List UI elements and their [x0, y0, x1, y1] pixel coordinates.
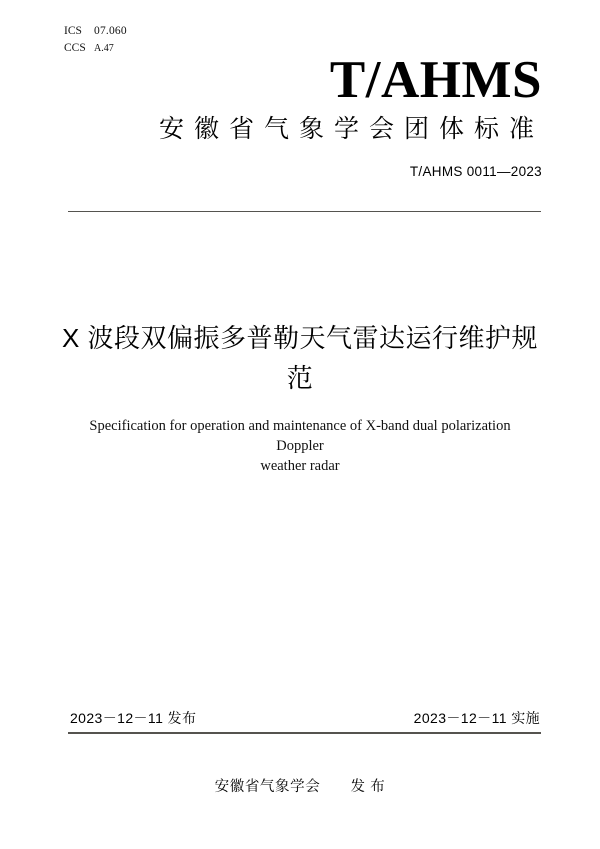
issue-date: 2023－12－11 发布 — [70, 710, 197, 726]
implement-date: 2023－12－11 实施 — [413, 710, 540, 726]
title-chinese-line-2: 范 — [286, 363, 314, 393]
title-chinese-line-1: X 波段双偏振多普勒天气雷达运行维护规 — [61, 323, 539, 353]
title-block — [58, 318, 542, 476]
title-english — [67, 416, 533, 476]
title-english-line-1: Specification for operation and maintenance of X-band dual polarization Doppler — [89, 418, 511, 454]
standard-mark: T/AHMS — [329, 51, 542, 109]
ccs-label: CCS — [64, 42, 86, 54]
issuing-organization: 安徽省气象学会团体标准 — [158, 115, 544, 143]
footer-dates — [70, 708, 540, 728]
ics-code-row — [64, 23, 127, 40]
footer-divider — [68, 732, 541, 734]
ccs-value: A.47 — [94, 43, 114, 54]
masthead — [0, 52, 542, 108]
ics-label: ICS — [64, 25, 82, 37]
standard-number: T/AHMS 0011—2023 — [409, 164, 542, 179]
publisher-line: 安徽省气象学会 发 布 — [214, 779, 386, 795]
header-divider — [68, 211, 541, 212]
title-english-line-2: weather radar — [260, 458, 340, 474]
ics-value: 07.060 — [94, 25, 127, 37]
